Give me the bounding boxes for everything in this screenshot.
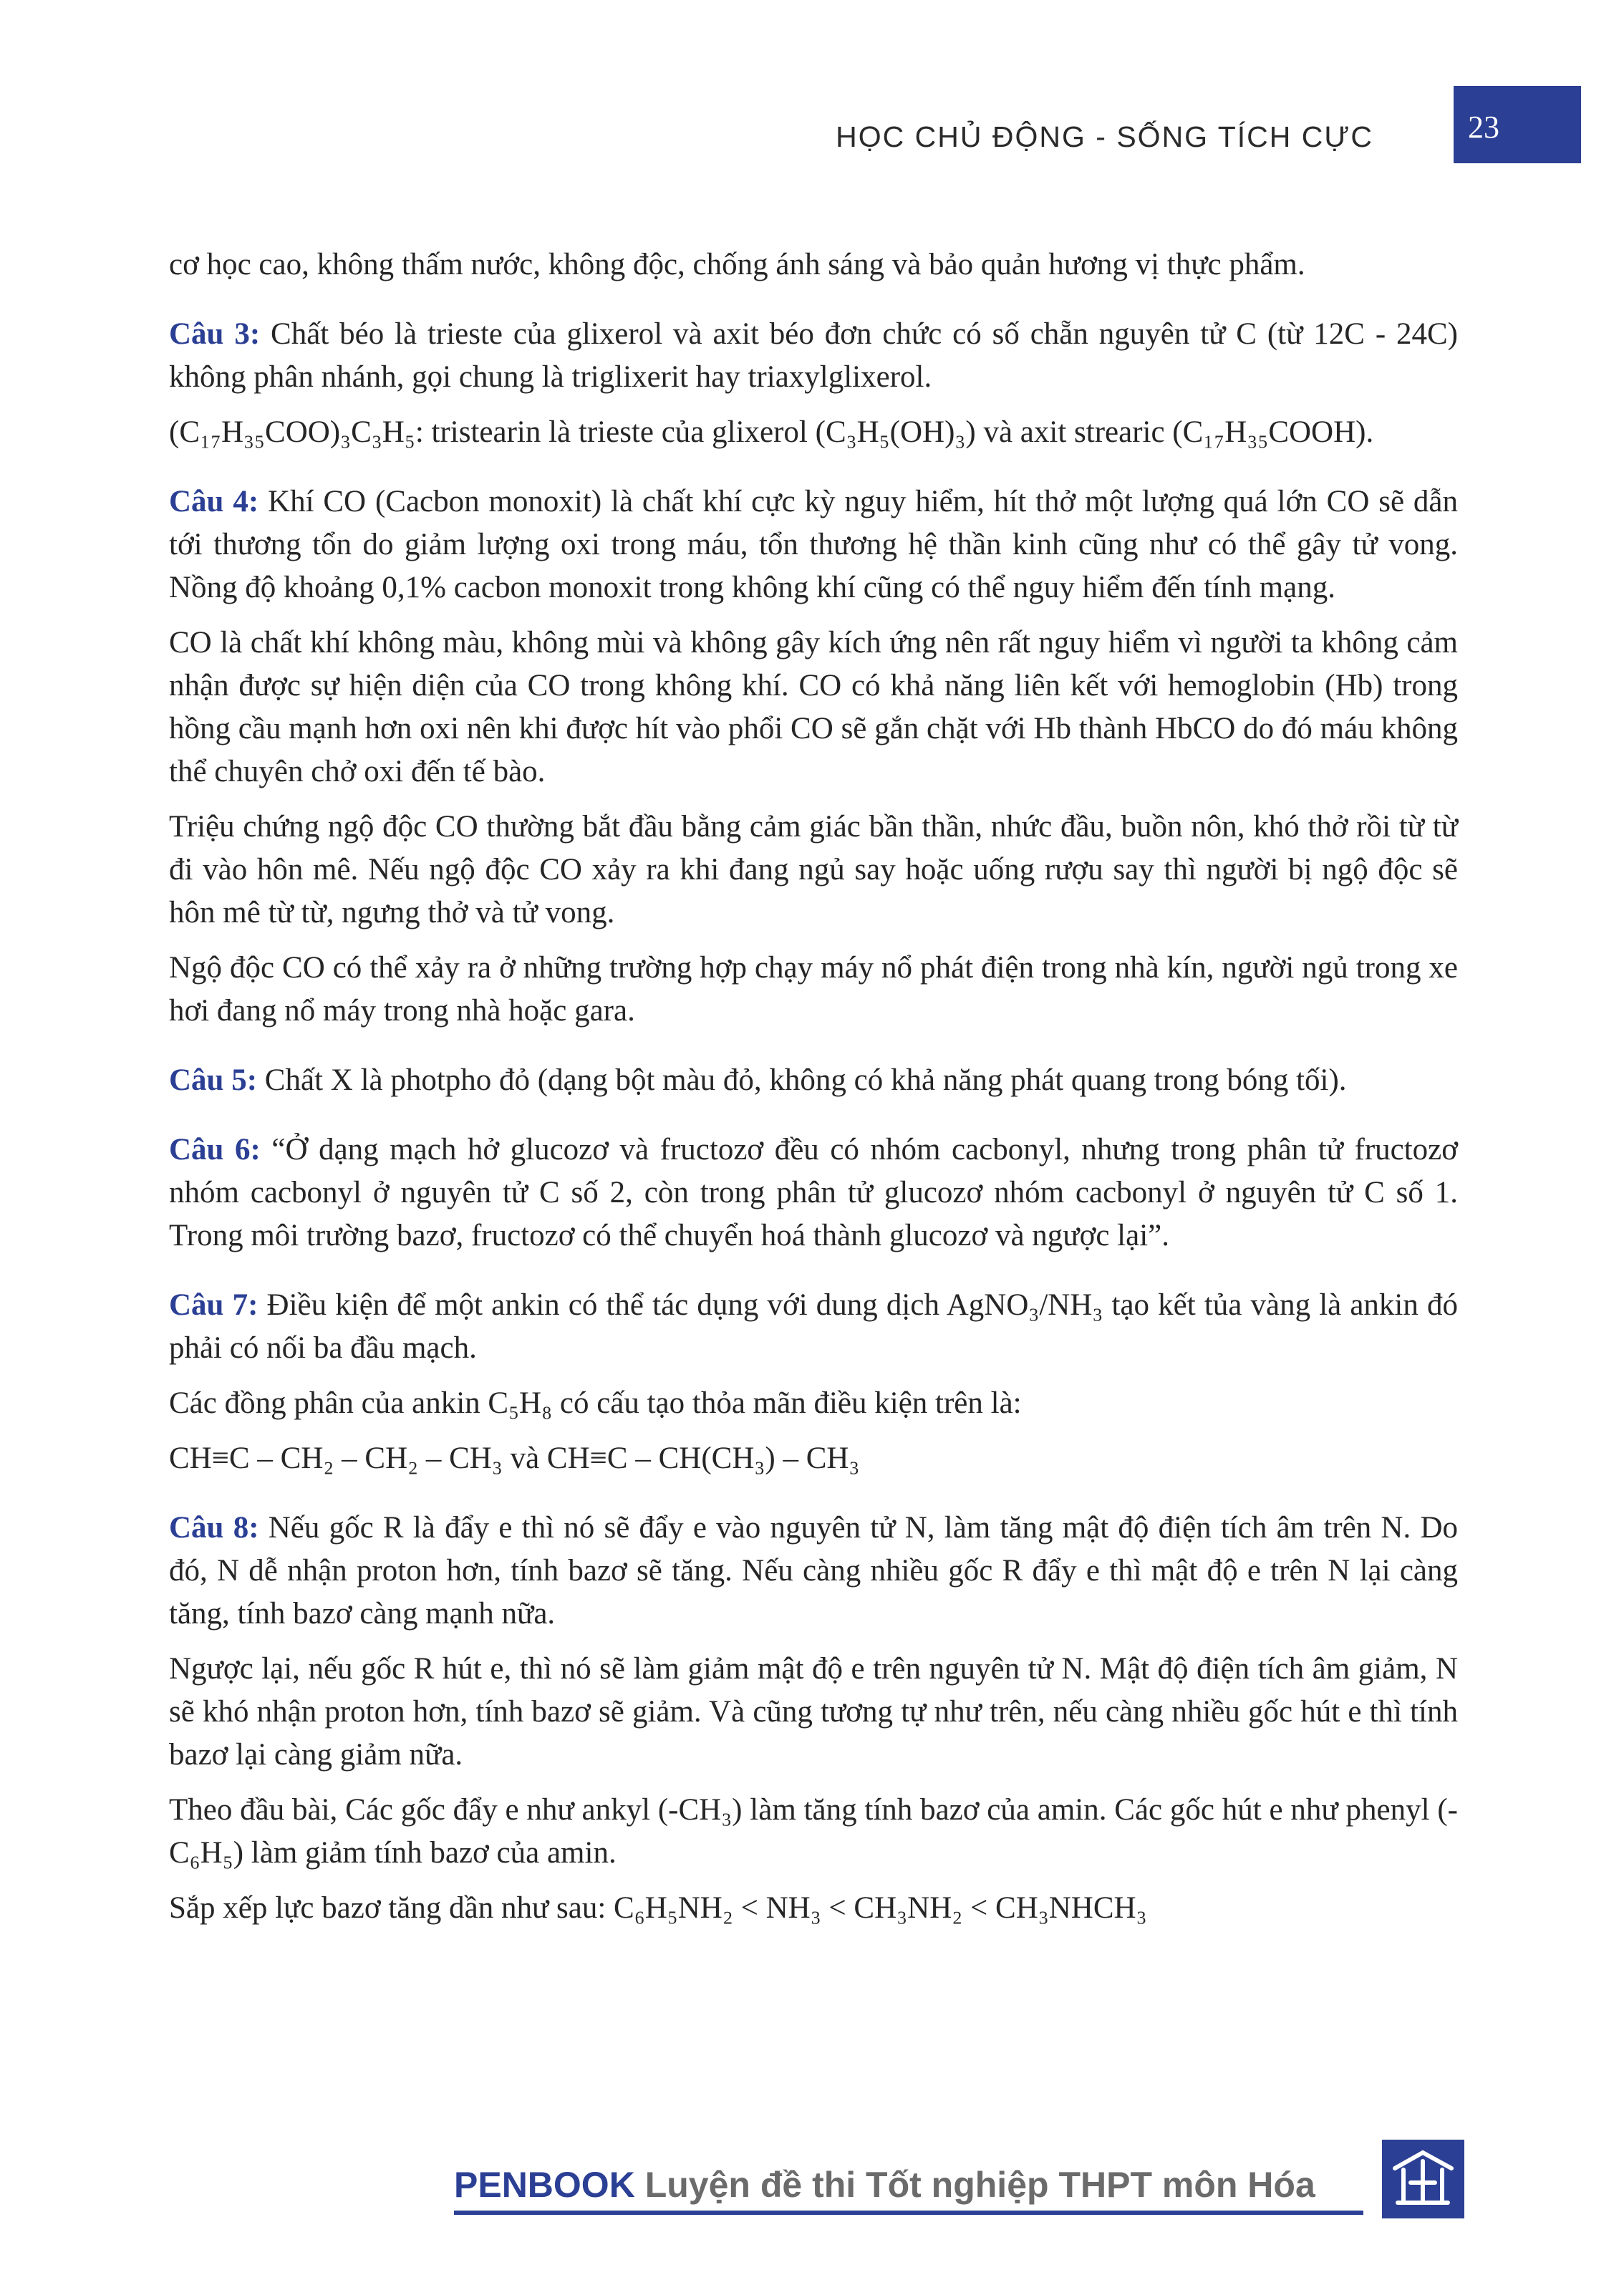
page-body	[169, 243, 1458, 1942]
answer-4: Câu 4: Khí CO (Cacbon monoxit) là chất khí cực kỳ nguy hiểm, hít thở một lượng quá lớn CO sẽ dẫn tới thương tổn do giảm lượng oxi trong máu, tổn thương hệ thần kinh cũng như có thể gây tử vong. Nồng độ khoảng 0,1% cacbon monoxit trong không khí cũng có thể nguy hiểm đến tính mạng.	[169, 485, 1458, 604]
question-label: Câu 7:	[169, 1288, 258, 1322]
paragraph: Sắp xếp lực bazơ tăng dần như sau: C₆H₅NH₂ < NH₃ < CH₃NH₂ < CH₃NHCH₃	[169, 1891, 1147, 1925]
question-label: Câu 3:	[169, 317, 261, 351]
paragraph: cơ học cao, không thấm nước, không độc, chống ánh sáng và bảo quản hương vị thực phẩm.	[169, 248, 1305, 281]
footer-subtitle: Luyện đề thi Tốt nghiệp THPT môn Hóa	[634, 2165, 1315, 2205]
question-label: Câu 6:	[169, 1133, 261, 1167]
question-label: Câu 5:	[169, 1063, 258, 1097]
paragraph: CO là chất khí không màu, không mùi và không gây kích ứng nên rất nguy hiểm vì người ta không cảm nhận được sự hiện diện của CO trong không khí. CO có khả năng liên kết với hemoglobin (Hb) trong hồng cầu mạnh hơn oxi nên khi được hít vào phổi CO sẽ gắn chặt với Hb thành HbCO do đó máu không thể chuyên chở oxi đến tế bào.	[169, 626, 1458, 788]
paragraph: CH≡C – CH₂ – CH₂ – CH₃ và CH≡C – CH(CH₃) – CH₃	[169, 1441, 860, 1475]
answer-8: Câu 8: Nếu gốc R là đẩy e thì nó sẽ đẩy e vào nguyên tử N, làm tăng mật độ điện tích âm trên N. Do đó, N dễ nhận proton hơn, tính bazơ sẽ tăng. Nếu càng nhiều gốc R đẩy e thì mật độ e trên N lại càng tăng, tính bazơ càng mạnh nữa.	[169, 1511, 1459, 1631]
paragraph: Ngộ độc CO có thể xảy ra ở những trường hợp chạy máy nổ phát điện trong nhà kín, người ngủ trong xe hơi đang nổ máy trong nhà hoặc gara.	[169, 951, 1458, 1028]
question-label: Câu 8:	[169, 1511, 259, 1545]
paragraph: Ngược lại, nếu gốc R hút e, thì nó sẽ làm giảm mật độ e trên nguyên tử N. Mật độ điện tích âm giảm, N sẽ khó nhận proton hơn, tính bazơ sẽ giảm. Và cũng tương tự như trên, nếu càng nhiều gốc hút e thì tính bazơ lại càng giảm nữa.	[169, 1652, 1458, 1772]
question-label: Câu 4:	[169, 485, 259, 518]
answer-7: Câu 7: Điều kiện để một ankin có thể tác dụng với dung dịch AgNO₃/NH₃ tạo kết tủa vàng là ankin đó phải có nối ba đầu mạch.	[169, 1288, 1459, 1365]
paragraph: (C₁₇H₃₅COO)₃C₃H₅: tristearin là trieste của glixerol (C₃H₅(OH)₃) và axit strearic (C₁₇H₃₅COOH).	[169, 415, 1374, 449]
footer-title	[454, 2164, 1315, 2206]
answer-3: Câu 3: Chất béo là trieste của glixerol và axit béo đơn chức có số chẵn nguyên tử C (từ 12C - 24C) không phân nhánh, gọi chung là triglixerit hay triaxylglixerol.	[169, 317, 1459, 394]
footer-divider	[454, 2211, 1363, 2215]
running-header: HỌC CHỦ ĐỘNG - SỐNG TÍCH CỰC	[836, 120, 1373, 153]
paragraph: Triệu chứng ngộ độc CO thường bắt đầu bằng cảm giác bần thần, nhức đầu, buồn nôn, khó thở rồi từ từ đi vào hôn mê. Nếu ngộ độc CO xảy ra khi đang ngủ say hoặc uống rượu say thì người bị ngộ độc sẽ hôn mê từ từ, ngưng thở và tử vong.	[169, 810, 1458, 929]
paragraph: Các đồng phân của ankin C₅H₈ có cấu tạo thỏa mãn điều kiện trên là:	[169, 1386, 1022, 1420]
footer-brand: PENBOOK	[454, 2165, 635, 2205]
answer-6: Câu 6: “Ở dạng mạch hở glucozơ và fructozơ đều có nhóm cacbonyl, nhưng trong phân tử fructozơ nhóm cacbonyl ở nguyên tử C số 2, còn trong phân tử glucozơ nhóm cacbonyl ở nguyên tử C số 1. Trong môi trường bazơ, fructozơ có thể chuyển hoá thành glucozơ và ngược lại”.	[169, 1133, 1459, 1252]
answer-5: Câu 5: Chất X là photpho đỏ (dạng bột màu đỏ, không có khả năng phát quang trong bóng tối).	[169, 1063, 1347, 1097]
paragraph: Theo đầu bài, Các gốc đẩy e như ankyl (-CH₃) làm tăng tính bazơ của amin. Các gốc hút e như phenyl (-C₆H₅) làm giảm tính bazơ của amin.	[169, 1793, 1458, 1870]
page-number: 23	[1468, 110, 1499, 145]
publisher-logo-icon	[1382, 2140, 1464, 2218]
